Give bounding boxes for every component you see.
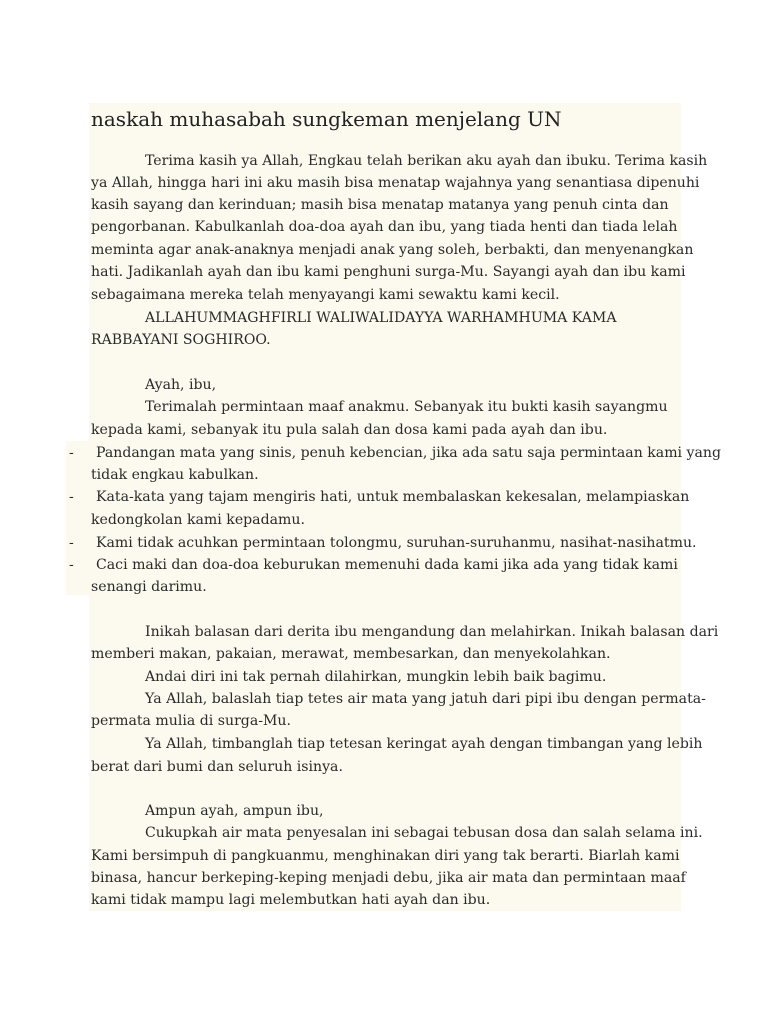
text-line: meminta agar anak-anaknya menjadi anak yang soleh, berbakti, dan menyenangkan [91, 242, 694, 258]
list-item: Kami tidak acuhkan permintaan tolongmu, suruhan-suruhanmu, nasihat-nasihatmu. [96, 535, 697, 551]
text-line: Ya Allah, timbanglah tiap tetesan keringat ayah dengan timbangan yang lebih [145, 736, 703, 752]
text-line: kasih sayang dan kerinduan; masih bisa menatap matanya yang penuh cinta dan [91, 197, 669, 213]
text-line: hati. Jadikanlah ayah dan ibu kami penghuni surga-Mu. Sayangi ayah dan ibu kami [91, 264, 686, 280]
list-item-continuation: kedongkolan kami kepadamu. [91, 512, 305, 528]
list-item-continuation: senangi darimu. [91, 579, 207, 595]
text-line: ya Allah, hingga hari ini aku masih bisa menatap wajahnya yang senantiasa dipenuhi [91, 175, 700, 191]
text-line: memberi makan, pakaian, merawat, membesarkan, dan menyekolahkan. [91, 646, 611, 662]
text-line: Terimalah permintaan maaf anakmu. Sebanyak itu bukti kasih sayangmu [145, 399, 668, 415]
text-line: Terima kasih ya Allah, Engkau telah berikan aku ayah dan ibuku. Terima kasih [145, 153, 708, 169]
text-line: Andai diri ini tak pernah dilahirkan, mungkin lebih baik bagimu. [145, 669, 607, 685]
text-line: binasa, hancur berkeping-keping menjadi debu, jika air mata dan permintaan maaf [91, 870, 686, 886]
text-line: permata mulia di surga-Mu. [91, 713, 291, 729]
text-line: pengorbanan. Kabulkanlah doa-doa ayah dan ibu, yang tiada henti dan tiada lelah [91, 219, 678, 235]
list-item-continuation: tidak engkau kabulkan. [91, 467, 259, 483]
text-line: kepada kami, sebanyak itu pula salah dan dosa kami pada ayah dan ibu. [91, 422, 608, 438]
text-line: Ampun ayah, ampun ibu, [145, 803, 324, 819]
bullet-marker: - [69, 557, 74, 573]
document-title: naskah muhasabah sungkeman menjelang UN [91, 107, 562, 131]
list-item: Pandangan mata yang sinis, penuh kebencian, jika ada satu saja permintaan kami yang [96, 445, 722, 461]
text-line: Cukupkah air mata penyesalan ini sebagai tebusan dosa dan salah selama ini. [145, 825, 703, 841]
text-line: Inikah balasan dari derita ibu mengandung dan melahirkan. Inikah balasan dari [145, 624, 719, 640]
bullet-marker: - [69, 445, 74, 461]
bullet-marker: - [69, 535, 74, 551]
text-line: ALLAHUMMAGHFIRLI WALIWALIDAYYA WARHAMHUMA KAMA [145, 310, 617, 326]
text-line: kami tidak mampu lagi melembutkan hati ayah dan ibu. [91, 892, 491, 908]
text-line: berat dari bumi dan seluruh isinya. [91, 759, 343, 775]
text-line: Kami bersimpuh di pangkuanmu, menghinakan diri yang tak berarti. Biarlah kami [91, 848, 680, 864]
text-line: Ya Allah, balaslah tiap tetes air mata yang jatuh dari pipi ibu dengan permata- [145, 691, 706, 707]
text-line: sebagaimana mereka telah menyayangi kami sewaktu kami kecil. [91, 287, 560, 303]
text-line: RABBAYANI SOGHIROO. [91, 332, 271, 348]
bullet-marker: - [69, 489, 74, 505]
list-item: Kata-kata yang tajam mengiris hati, untuk membalaskan kekesalan, melampiaskan [96, 489, 690, 505]
list-item: Caci maki dan doa-doa keburukan memenuhi dada kami jika ada yang tidak kami [96, 557, 678, 573]
text-line: Ayah, ibu, [145, 377, 217, 393]
